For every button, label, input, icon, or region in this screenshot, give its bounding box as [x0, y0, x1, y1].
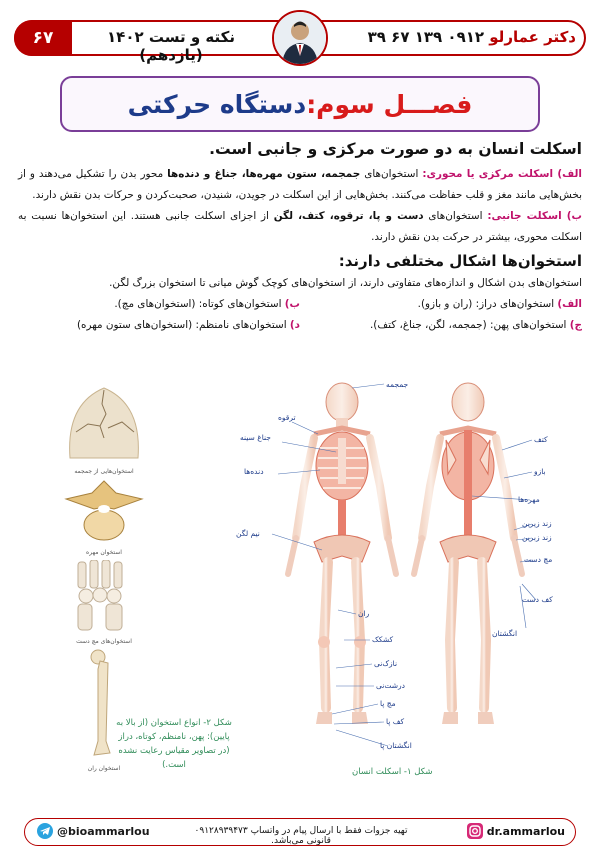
front-skeleton	[288, 383, 396, 724]
label-humerus: بازو	[534, 467, 546, 476]
skull-bone-image	[54, 382, 154, 475]
axial-bones: جمجمه، ستون مهره‌ها، جناغ و دنده‌ها	[167, 168, 361, 180]
label-sternum: جناغ سینه	[240, 433, 271, 442]
back-skeleton	[414, 383, 522, 724]
wrist-caption: استخوان‌های مچ دست	[76, 638, 132, 645]
vertebra-image	[54, 479, 154, 556]
skull-caption: استخوان‌هایی از جمجمه	[74, 468, 134, 475]
intro-heading: اسکلت انسان به دو صورت مرکزی و جانبی است.	[209, 140, 582, 158]
label-clavicle: ترقوه	[278, 413, 296, 422]
instagram-handle[interactable]: dr.ammarlou	[467, 823, 565, 839]
label-foot: کف پا	[386, 717, 405, 726]
chapter-number: فصـــل سوم:	[306, 89, 473, 119]
label-patella: کشکک	[372, 635, 394, 644]
label-femur: ران	[358, 609, 370, 618]
chapter-name: دستگاه حرکتی	[127, 89, 307, 119]
wrist-bones-image	[54, 560, 154, 645]
chapter-title	[60, 76, 540, 132]
author-name: دکتر عمارلو	[489, 28, 576, 46]
label-scapula: کتف	[534, 435, 548, 444]
shapes-intro: استخوان‌های بدن اشکال و اندازه‌های متفاوتی دارند، از استخوان‌های کوچک گوش میانی تا استخوان بزرگ لگن.	[109, 277, 582, 289]
label-fingers: انگشتان	[492, 629, 518, 638]
appendicular-label: ب) اسکلت جانبی:	[487, 210, 582, 222]
author-avatar	[272, 10, 328, 66]
footer-note: تهیه جزوات فقط با ارسال پیام در واتساپ ۰۹۱۲۸۹۳۹۴۷۳ قانونی می‌باشد.	[194, 826, 408, 846]
page-header	[14, 10, 586, 66]
label-ankle: مچ پا	[380, 699, 396, 708]
label-wrist: مچ دست	[524, 555, 553, 564]
bone-type-irregular: د) استخوان‌های نامنظم: (استخوان‌های ستون مهره)	[77, 319, 300, 331]
label-vertebrae: مهره‌ها	[518, 495, 540, 504]
page-number: ۶۷	[14, 20, 72, 56]
bone-type-long: الف) استخوان‌های دراز: (ران و بازو).	[417, 298, 582, 310]
paragraph-axial: الف) اسکلت مرکزی یا محوری: استخوان‌های جمجمه، ستون مهره‌ها، جناغ و دنده‌ها محور بدن را تشکیل می‌دهند و از بخش‌هایی مانند مغز و قلب حفاظت می‌کنند. بخش‌هایی از این اسکلت در جویدن، شنیدن، صحبت‌کردن و حرکات بدن نقش دارند.	[18, 168, 582, 201]
paragraph-appendicular: ب) اسکلت جانبی: استخوان‌های دست و پا، ترقوه، کتف، لگن از اجزای اسکلت جانبی هستند. این استخوان‌ها نسبت به اسکلت محوری، بیشتر در حرکت بدن نقش دارند.	[18, 210, 582, 243]
label-palm: کف دست	[522, 595, 553, 604]
label-fibula: درشت‌نی	[376, 681, 405, 690]
bone-types-grid	[18, 294, 582, 336]
page-footer	[24, 818, 576, 846]
axial-label: الف) اسکلت مرکزی یا محوری:	[422, 168, 582, 180]
instagram-icon	[467, 823, 483, 839]
label-pelvis: نیم لگن	[236, 529, 260, 538]
label-skull: جمجمه	[386, 380, 409, 389]
label-tibia: نازک‌نی	[374, 659, 398, 668]
label-ribs: دنده‌ها	[244, 467, 264, 476]
label-toes: انگشتان پا	[380, 741, 412, 750]
appendicular-bones: دست و پا، ترقوه، کتف، لگن	[273, 210, 424, 222]
main-content	[18, 140, 582, 336]
femur-caption: استخوان ران	[87, 765, 121, 772]
label-ulna: زند زیرین	[522, 519, 552, 528]
skeleton-figure	[232, 378, 562, 780]
shapes-heading: استخوان‌ها اشکال مختلفی دارند:	[338, 252, 582, 270]
figure-2-caption: شکل ۲- انواع استخوان (از بالا به پایین): پهن، نامنظم، کوتاه، دراز (در تصاویر مقیاس رعایت نشده است.)	[116, 718, 232, 770]
author-info	[358, 28, 576, 46]
author-phone: ۰۹۱۲ ۱۳۹ ۶۷ ۳۹	[367, 28, 485, 46]
bone-type-short: ب) استخوان‌های کوتاه: (استخوان‌های مچ).	[114, 298, 300, 310]
telegram-icon	[37, 823, 53, 839]
skeleton-caption: شکل ۱- اسکلت انسان	[352, 767, 433, 777]
label-radius: زند زبرین	[522, 533, 552, 542]
telegram-handle[interactable]: @bioammarlou	[37, 823, 150, 839]
series-title: نکته و تست ۱۴۰۲ (یازدهم)	[107, 28, 235, 64]
vertebra-caption: استخوان مهره	[86, 549, 122, 556]
bone-type-flat: ج) استخوان‌های پهن: (جمجمه، لگن، جناغ، کتف).	[369, 319, 582, 331]
